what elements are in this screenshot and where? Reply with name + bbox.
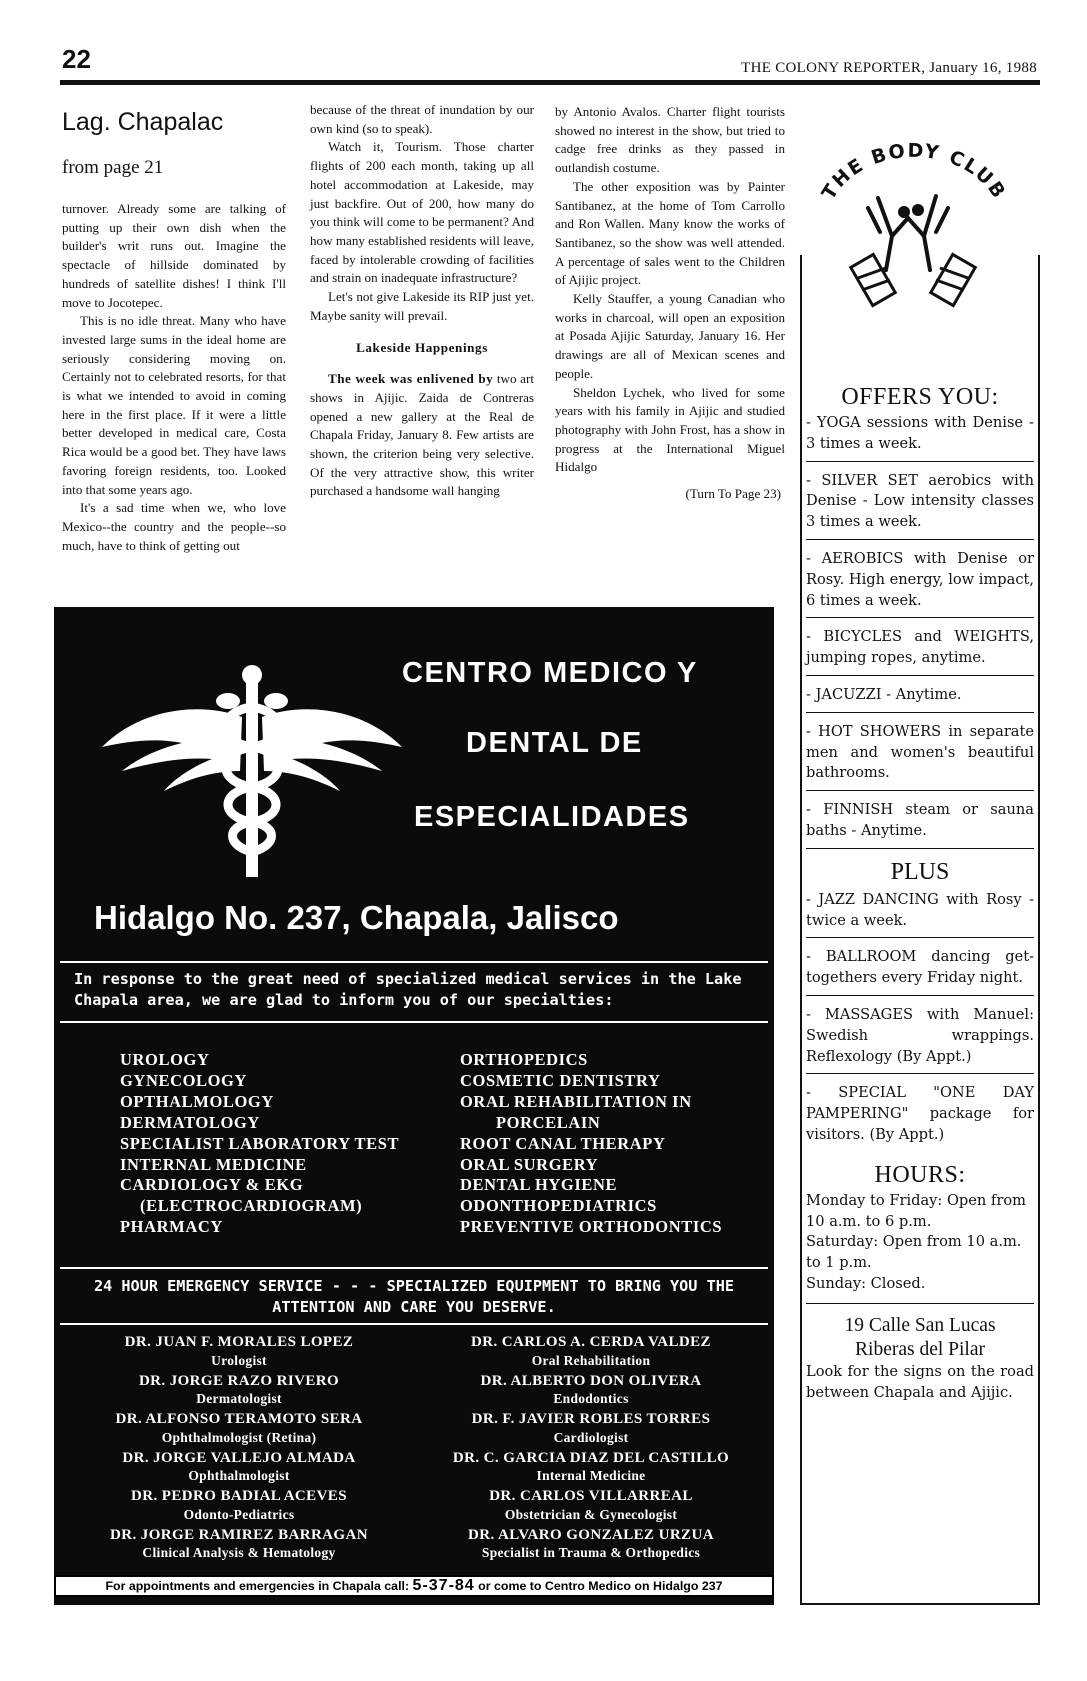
ad-footer: [54, 1575, 774, 1597]
doctor-entry: [74, 1449, 404, 1486]
hours-line: Sunday: Closed.: [806, 1274, 926, 1292]
specialty-item: ROOT CANAL THERAPY: [460, 1133, 666, 1153]
article-column-2: [310, 101, 534, 501]
doctor-title: Oral Rehabilitation: [531, 1352, 651, 1368]
doctor-title: Obstetrician & Gynecologist: [504, 1506, 678, 1522]
doctors-right: [426, 1333, 756, 1564]
specialties-right: [460, 1050, 722, 1238]
doctor-name: DR. ALFONSO TERAMOTO SERA: [115, 1411, 363, 1427]
plus-heading: PLUS: [890, 858, 950, 885]
doctor-name: DR. ALBERTO DON OLIVERA: [480, 1372, 702, 1389]
doctor-title: Urologist: [211, 1352, 267, 1368]
doctor-name: DR. CARLOS A. CERDA VALDEZ: [471, 1334, 711, 1350]
turn-to-page: (Turn To Page 23): [685, 486, 781, 502]
doctor-entry: [74, 1487, 404, 1524]
doctor-title: Odonto-Pediatrics: [183, 1506, 295, 1522]
offer-item: - FINNISH steam or sauna baths - Anytime.: [806, 800, 1034, 849]
doctor-name: DR. CARLOS VILLARREAL: [489, 1488, 693, 1504]
specialty-item: CARDIOLOGY & EKG: [120, 1175, 304, 1195]
specialty-item: PORCELAIN: [496, 1112, 601, 1132]
specialty-item: COSMETIC DENTISTRY: [460, 1070, 661, 1090]
doctor-entry: [426, 1487, 756, 1524]
specialty-item: ORAL REHABILITATION IN: [460, 1091, 692, 1111]
doctor-name: DR. JORGE RAMIREZ BARRAGAN: [110, 1526, 368, 1543]
offer-item: - SILVER SET aerobics with Denise - Low intensity classes 3 times a week.: [806, 471, 1034, 540]
plus-item: - BALLROOM dancing get-togethers every Friday night.: [806, 947, 1034, 996]
specialty-item: DENTAL HYGIENE: [460, 1175, 618, 1195]
offer-item: - JACUZZI - Anytime.: [806, 685, 1034, 713]
paragraph: Kelly Stauffer, a young Canadian who works in charcoal, will open an exposition at Posada Ajijic Saturday, January 16. Her drawings are all of Mexican scenes and people.: [555, 291, 785, 381]
ad-address: Hidalgo No. 237, Chapala, Jalisco: [94, 899, 619, 936]
paragraph: [310, 370, 534, 501]
doctor-name: DR. ALVARO GONZALEZ URZUA: [468, 1526, 714, 1543]
paragraph: Watch it, Tourism. Those charter flights of 200 each month, taking up all hotel accommodation at Lakeside, may just backfire. Out of 200, how many do you think will come to be permanent? And how many established residents will leave, faced by intolerable crowding of facilities and strain on inadequate infrastructure?: [310, 139, 534, 286]
article-column-3: [555, 103, 785, 504]
ad-header: [54, 607, 774, 949]
doctor-name: DR. C. GARCIA DIAZ DEL CASTILLO: [452, 1449, 730, 1466]
doctor-entry: [426, 1410, 756, 1447]
logo-text: THE BODY CLUB: [817, 139, 1011, 204]
svg-text:THE BODY CLUB: [818, 140, 1011, 204]
ad-title-line-3: ESPECIALIDADES: [414, 801, 690, 833]
body-club-content: [806, 383, 1034, 1403]
paragraph: The other exposition was by Painter Santibanez, at the home of Tom Carrollo and Ron Wallen. Many know the works of Santibanez, so the show was well attended. A percentage of sales went to the Children of Ajijic project.: [555, 178, 785, 288]
offer-item: - AEROBICS with Denise or Rosy. High energy, low impact, 6 times a week.: [806, 549, 1034, 618]
doctors-left: [74, 1333, 404, 1564]
doctor-title: Dermatologist: [196, 1391, 282, 1406]
section-heading: Lakeside Happenings: [356, 340, 488, 356]
ad-title-line-2: DENTAL DE: [466, 727, 643, 759]
offers-heading: OFFERS YOU:: [841, 384, 999, 410]
section-lead-rest: two art shows in Ajijic. Zaida de Contreras opened a new gallery at the Real de Chapala Friday, January 8. Few artists are shown, the criterion being very selective. Of the very attractive show, this writer purchased a handsome wall hanging: [310, 371, 534, 499]
hours-list: [806, 1191, 1034, 1304]
specialty-item: DERMATOLOGY: [120, 1112, 260, 1132]
doctor-title: Clinical Analysis & Hematology: [142, 1545, 336, 1560]
doctor-entry: [426, 1449, 756, 1486]
doctor-title: Ophthalmologist (Retina): [161, 1429, 317, 1445]
doctor-entry: [426, 1333, 756, 1370]
article-headline: Lag. Chapalac: [62, 108, 224, 136]
paragraph: It's a sad time when we, who love Mexico--the country and the people--so much, have to think of getting out: [62, 500, 286, 553]
club-directions: Look for the signs on the road between Chapala and Ajijic.: [806, 1362, 1034, 1401]
doctor-title: Internal Medicine: [536, 1468, 646, 1483]
specialty-item: PREVENTIVE ORTHODONTICS: [460, 1217, 723, 1237]
continued-from: from page 21: [62, 157, 164, 178]
specialty-item: GYNECOLOGY: [120, 1070, 248, 1090]
doctor-entry: [74, 1410, 404, 1447]
footer-phone: 5-37-84: [412, 1577, 475, 1594]
paragraph: because of the threat of inundation by our own kind (so to speak).: [310, 102, 534, 136]
specialty-item: INTERNAL MEDICINE: [120, 1154, 307, 1174]
paragraph: Let's not give Lakeside its RIP just yet. Maybe sanity will prevail.: [310, 289, 534, 323]
page-number: 22: [62, 44, 91, 74]
footer-text: or come to Centro Medico on Hidalgo 237: [478, 1579, 723, 1593]
specialty-item: ODONTHOPEDIATRICS: [460, 1196, 657, 1216]
body-club-ad: [800, 255, 1040, 1605]
specialty-item: SPECIALIST LABORATORY TEST: [120, 1133, 400, 1153]
doctor-name: DR. JUAN F. MORALES LOPEZ: [124, 1334, 354, 1350]
masthead: THE COLONY REPORTER, January 16, 1988: [741, 60, 1037, 76]
offer-item: - HOT SHOWERS in separate men and women's beautiful bathrooms.: [806, 722, 1034, 791]
paragraph: Sheldon Lychek, who lived for some years with his family in Ajijic and studied photography with John Frost, has a show in progress at the International Miguel Hidalgo: [555, 384, 785, 475]
specialty-item: ORTHOPEDICS: [460, 1050, 588, 1069]
doctor-entry: [74, 1333, 404, 1370]
section-lead: The week was enlivened by: [328, 371, 494, 387]
caduceus-icon: [102, 647, 402, 877]
article-column-1: [62, 200, 286, 555]
hours-heading: HOURS:: [874, 1161, 966, 1188]
offer-item: - BICYCLES and WEIGHTS, jumping ropes, anytime.: [806, 627, 1034, 676]
footer-text: For appointments and emergencies in Chapala call:: [105, 1579, 410, 1593]
plus-item: - JAZZ DANCING with Rosy - twice a week.: [806, 890, 1034, 939]
doctor-entry: [74, 1372, 404, 1409]
header-rule: [60, 80, 1040, 85]
emergency-service-banner: 24 HOUR EMERGENCY SERVICE - - - SPECIALIZED EQUIPMENT TO BRING YOU THE ATTENTION AND CARE YOU DESERVE.: [60, 1267, 768, 1325]
specialty-item: ORAL SURGERY: [460, 1154, 599, 1174]
plus-item: - MASSAGES with Manuel: Swedish wrappings. Reflexology (By Appt.): [806, 1005, 1034, 1074]
specialty-item: (ELECTROCARDIOGRAM): [140, 1196, 363, 1216]
paragraph: This is no idle threat. Many who have invested large sums in the ideal home are seriously considering moving on. Certainly not to celebrated resorts, for that is what we intended to avoid in coming here in the first place. If it were a little better developed in medical care, Costa Rica would be a good bet. They have laws favoring foreign residents, too. Looked into that some years ago.: [62, 313, 286, 497]
doctor-name: DR. JORGE VALLEJO ALMADA: [122, 1449, 356, 1466]
doctor-name: DR. PEDRO BADIAL ACEVES: [131, 1488, 347, 1504]
doctor-entry: [426, 1372, 756, 1409]
doctor-entry: [426, 1526, 756, 1563]
doctor-entry: [74, 1526, 404, 1563]
paragraph: by Antonio Avalos. Charter flight tourists showed no interest in the show, but tried to cadge free drinks as they passed in outlandish costume.: [555, 104, 785, 176]
doctor-name: DR. F. JAVIER ROBLES TORRES: [471, 1411, 711, 1427]
specialties-left: [120, 1050, 399, 1238]
specialty-item: OPTHALMOLOGY: [120, 1091, 274, 1111]
doctor-title: Cardiologist: [553, 1429, 629, 1445]
medical-center-ad: [54, 607, 774, 1605]
doctor-title: Endodontics: [553, 1391, 629, 1406]
doctor-name: DR. JORGE RAZO RIVERO: [138, 1372, 340, 1389]
ad-title-line-1: CENTRO MEDICO Y: [402, 657, 698, 689]
club-address-line-2: Riberas del Pilar: [855, 1338, 985, 1360]
club-address-line-1: 19 Calle San Lucas: [844, 1314, 996, 1336]
doctor-title: Specialist in Trauma & Orthopedics: [481, 1545, 701, 1560]
ad-intro: In response to the great need of specialized medical services in the Lake Chapala area, we are glad to inform you of our specialties:: [60, 961, 768, 1023]
specialty-item: UROLOGY: [120, 1050, 210, 1069]
hours-line: Saturday: Open from 10 a.m. to 1 p.m.: [806, 1233, 1022, 1272]
paragraph: turnover. Already some are talking of putting up their own dish when the builder's writ runs out. Imagine the spectacle of hillside dominated by hundreds of satellite dishes! I think I'll move to Jocotepec.: [62, 201, 286, 310]
specialty-item: PHARMACY: [120, 1217, 223, 1237]
hours-line: Monday to Friday: Open from 10 a.m. to 6 p.m.: [806, 1191, 1026, 1230]
doctor-title: Ophthalmologist: [188, 1468, 290, 1483]
offer-item: - YOGA sessions with Denise - 3 times a week.: [806, 413, 1034, 462]
plus-item: - SPECIAL "ONE DAY PAMPERING" package for visitors. (By Appt.): [806, 1084, 1034, 1143]
